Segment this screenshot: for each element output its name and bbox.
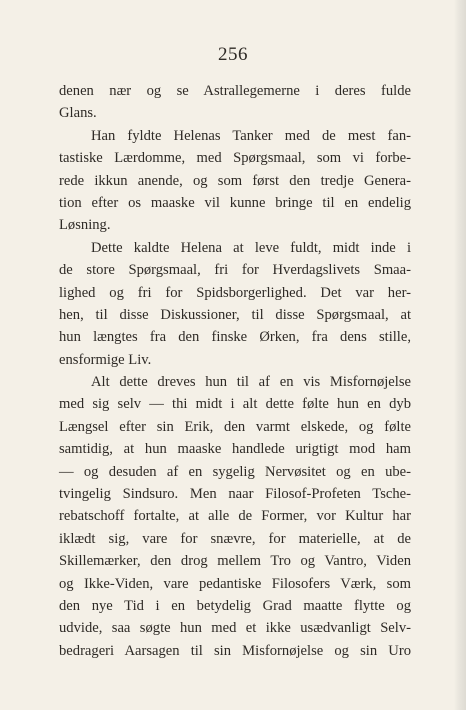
page-number: 256 — [218, 44, 248, 65]
body-text — [59, 80, 411, 662]
text-line: med sig selv — thi midt i alt dette følte hun en dyb — [59, 396, 411, 413]
text-line: og Ikke-Viden, vare pedantiske Filosofers Værk, som — [59, 575, 411, 592]
text-line: — og desuden af en sygelig Nervøsitet og en ube- — [59, 463, 411, 480]
text-line: Skillemærker, den drog mellem Tro og Vantro, Viden — [59, 553, 411, 570]
text-line: iklædt sig, vare for snævre, for materielle, at de — [59, 530, 411, 547]
text-line: lighed og fri for Spidsborgerlighed. Det var her- — [59, 284, 411, 301]
text-line: den nye Tid i en betydelig Grad maatte flytte og — [59, 597, 411, 614]
text-line: Han fyldte Helenas Tanker med de mest fan- — [91, 127, 411, 144]
text-line: udvide, saa søgte hun med et ikke usædvanligt Selv- — [59, 620, 411, 637]
text-line: Glans. — [59, 105, 97, 122]
text-line: Løsning. — [59, 217, 111, 234]
text-line: tion efter os maaske vil kunne bringe til en endelig — [59, 194, 411, 211]
text-line: de store Spørgsmaal, fri for Hverdagslivets Smaa- — [59, 262, 411, 279]
page-edge — [454, 0, 466, 710]
text-line: bedrageri Aarsagen til sin Misfornøjelse og sin Uro — [59, 642, 411, 659]
text-line: rede ikkun anende, og som først den tredje Genera- — [59, 172, 411, 189]
text-line: denen nær og se Astrallegemerne i deres fulde — [59, 83, 411, 99]
text-line: Alt dette dreves hun til af en vis Misfornøjelse — [91, 374, 411, 391]
text-line: tvingelig Sindsuro. Men naar Filosof-Profeten Tsche- — [59, 486, 411, 503]
text-line: Dette kaldte Helena at leve fuldt, midt inde i — [91, 239, 411, 256]
text-line: Længsel efter sin Erik, den varmt elskede, og følte — [59, 418, 411, 435]
text-line: hen, til disse Diskussioner, til disse Spørgsmaal, at — [59, 306, 411, 323]
text-line: samtidig, at hun maaske handlede urigtigt mod ham — [59, 441, 411, 458]
text-line: ensformige Liv. — [59, 351, 152, 368]
text-line: rebatschoff fortalte, at alle de Former, vor Kultur har — [59, 508, 411, 525]
text-line: hun længtes fra den finske Ørken, fra dens stille, — [59, 329, 411, 346]
text-line: tastiske Lærdomme, med Spørgsmaal, som vi forbe- — [59, 150, 411, 167]
